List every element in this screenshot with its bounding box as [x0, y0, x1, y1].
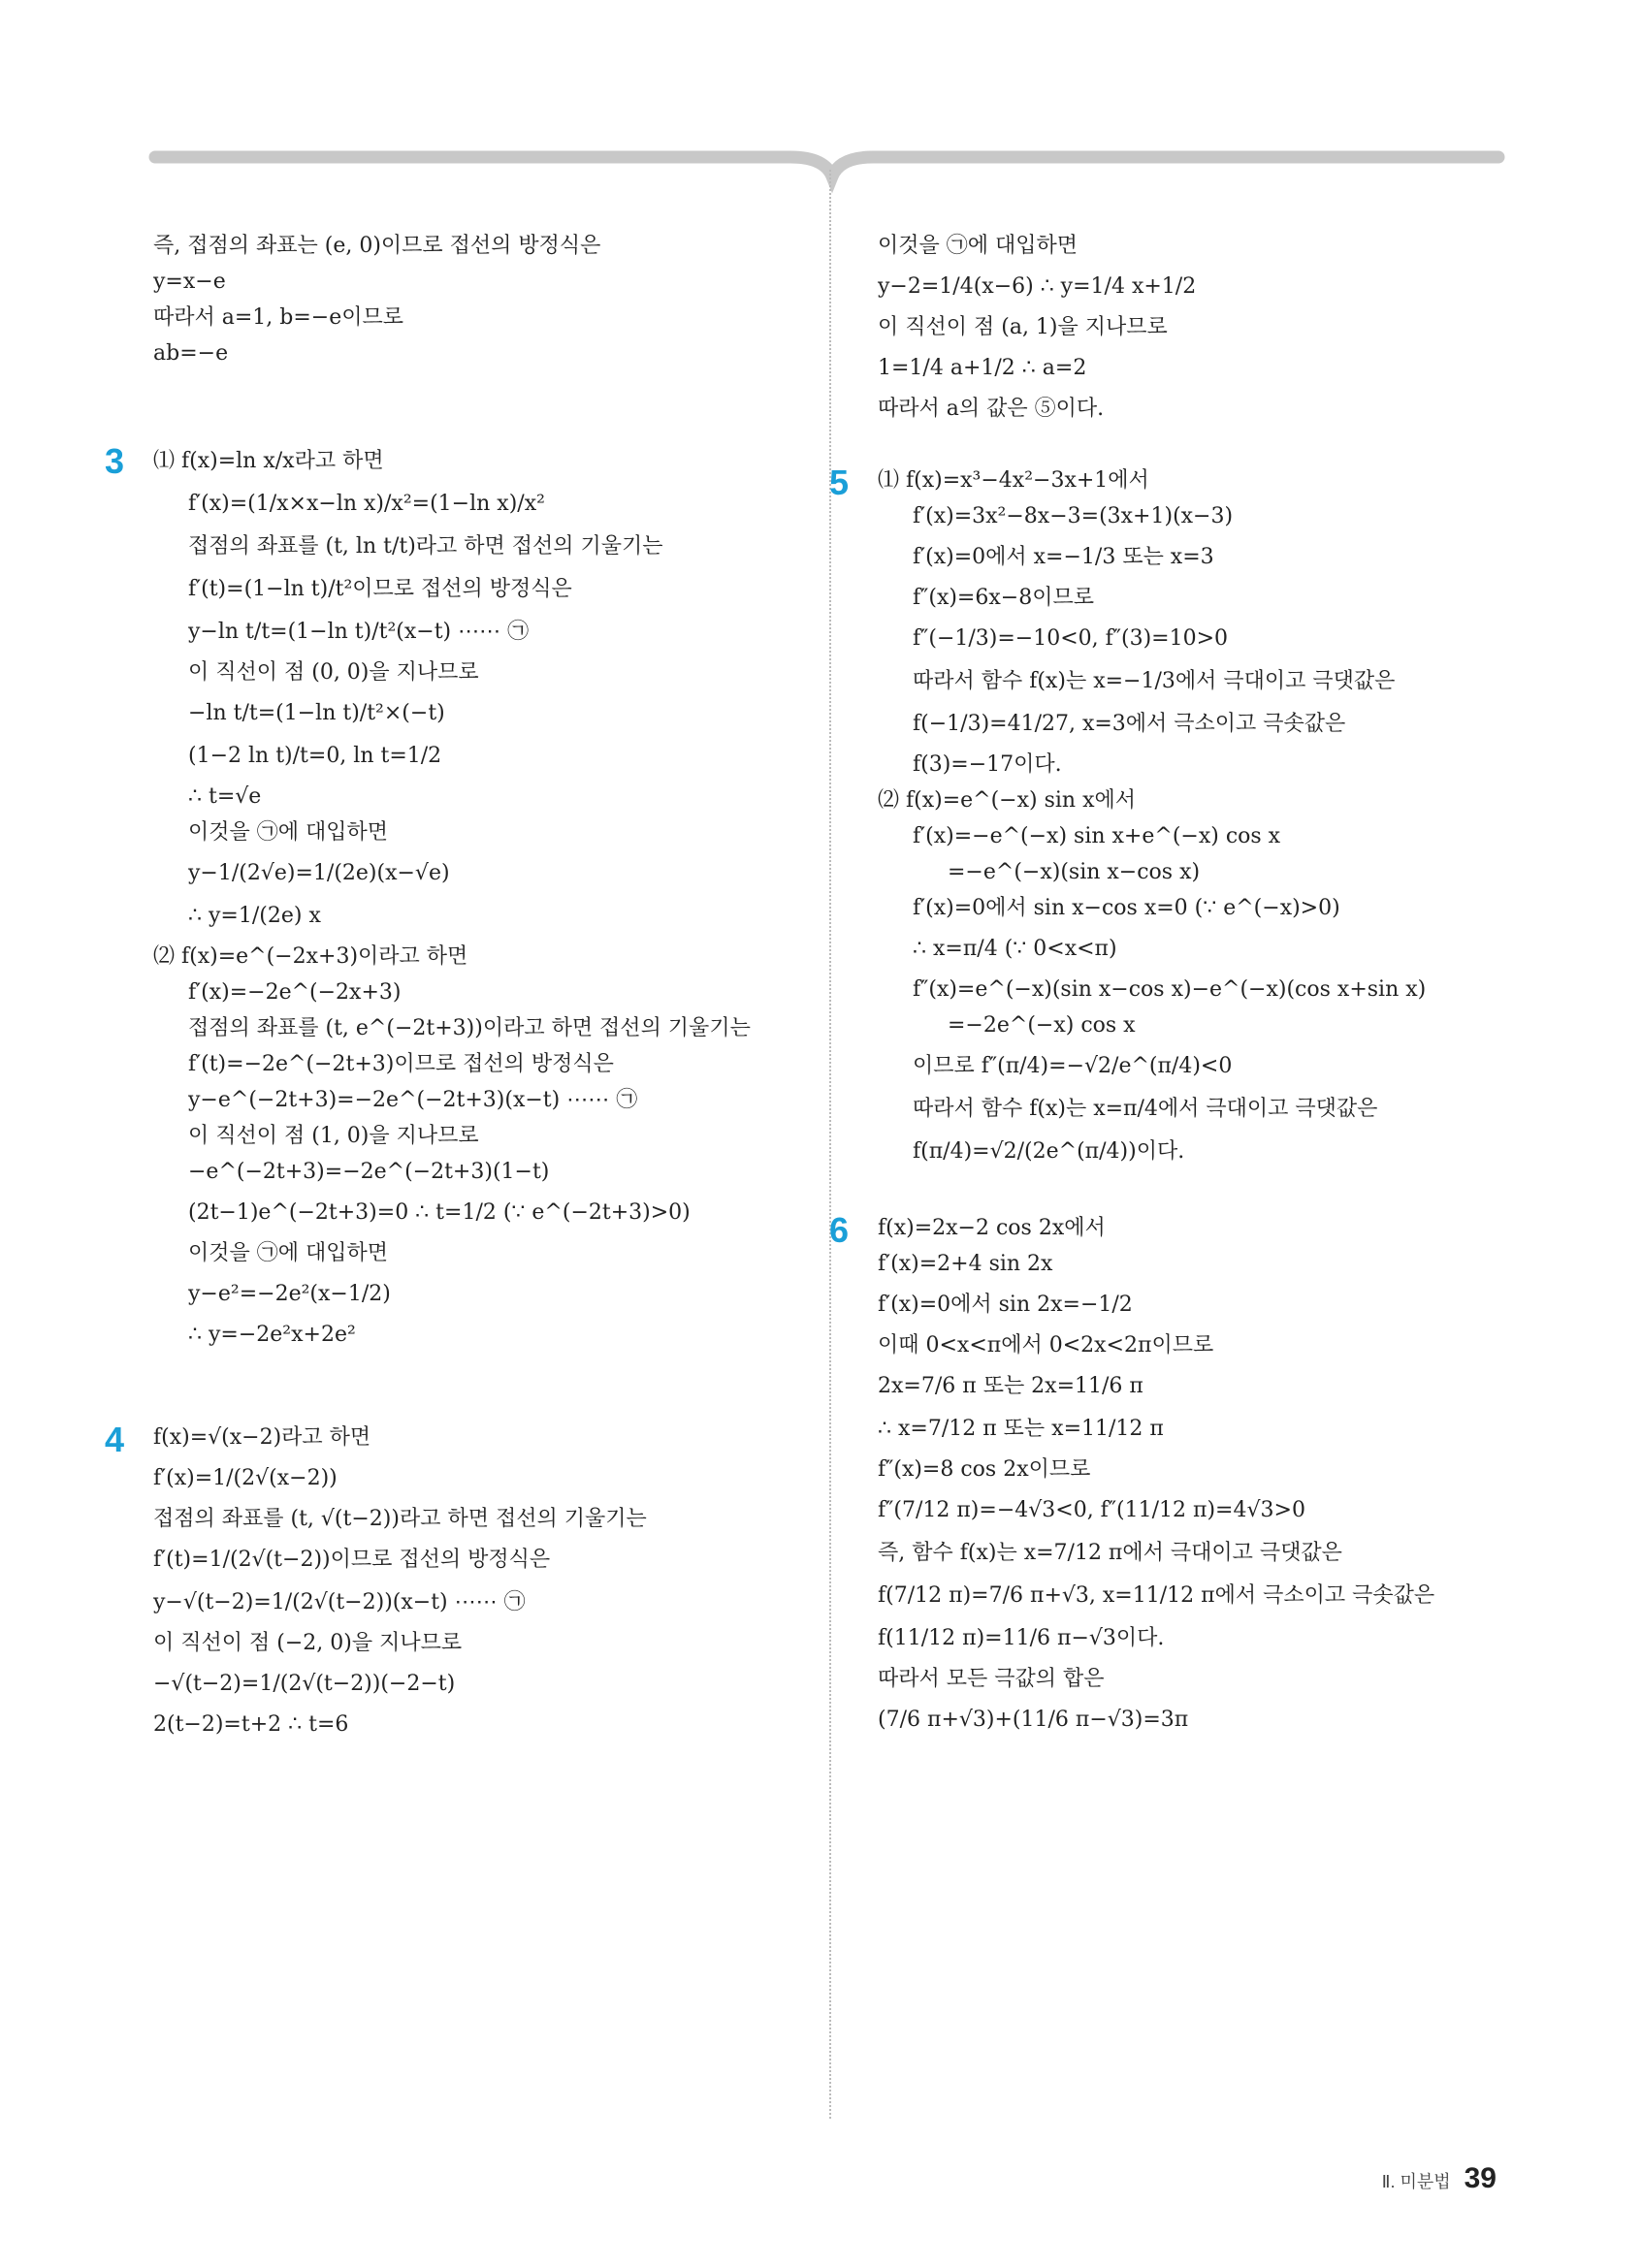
text-line: 이 직선이 점 (1, 0)을 지나므로 [188, 1124, 479, 1148]
text-line: f′(x)=3x²−8x−3=(3x+1)(x−3) [913, 504, 1234, 528]
text-line: f(−1/3)=41/27, x=3에서 극소이고 극솟값은 [913, 712, 1346, 736]
text-line: f′(t)=1/(2√(t−2))이므로 접선의 방정식은 [153, 1548, 551, 1572]
text-line: y=x−e [153, 270, 226, 294]
text-line: 접점의 좌표를 (t, ln t/t)라고 하면 접선의 기울기는 [188, 534, 663, 559]
text-line: −e^(−2t+3)=−2e^(−2t+3)(1−t) [188, 1160, 550, 1184]
problem-3 [105, 441, 793, 1350]
text-line: 즉, 접점의 좌표는 (e, 0)이므로 접선의 방정식은 [153, 234, 601, 258]
text-line: f′(x)=1/(2√(x−2)) [153, 1466, 338, 1490]
text-line: 따라서 함수 f(x)는 x=−1/3에서 극대이고 극댓값은 [913, 669, 1396, 693]
text-line: 1=1/4 a+1/2 ∴ a=2 [878, 356, 1087, 380]
text-line: f″(x)=6x−8이므로 [913, 586, 1094, 610]
problem-number: 5 [829, 463, 850, 502]
text-line: =−e^(−x)(sin x−cos x) [948, 860, 1201, 884]
text-line: f′(x)=(1/x×x−ln x)/x²=(1−ln x)/x² [188, 492, 545, 516]
text-line: f′(x)=−e^(−x) sin x+e^(−x) cos x [913, 824, 1281, 848]
text-line: y−e^(−2t+3)=−2e^(−2t+3)(x−t) ⋯⋯ ㉠ [188, 1088, 638, 1112]
text-line: f″(x)=e^(−x)(sin x−cos x)−e^(−x)(cos x+sin x) [913, 977, 1427, 1002]
text-line: y−1/(2√e)=1/(2e)(x−√e) [188, 861, 450, 885]
problem-number: 4 [105, 1420, 125, 1459]
text-line: ∴ y=−2e²x+2e² [188, 1323, 356, 1347]
text-line: 따라서 함수 f(x)는 x=π/4에서 극대이고 극댓값은 [913, 1097, 1378, 1121]
text-line: 따라서 a=1, b=−e이므로 [153, 305, 404, 330]
header-bar [0, 0, 1642, 194]
text-line: (7/6 π+√3)+(11/6 π−√3)=3π [878, 1708, 1189, 1732]
text-line: f′(x)=−2e^(−2x+3) [188, 980, 402, 1005]
text-line: f″(x)=8 cos 2x이므로 [878, 1457, 1091, 1482]
text-line: −ln t/t=(1−ln t)/t²×(−t) [188, 701, 445, 725]
text-line: 이때 0<x<π에서 0<2x<2π이므로 [878, 1333, 1214, 1358]
text-line: 2x=7/6 π 또는 2x=11/6 π [878, 1374, 1143, 1398]
right-column [829, 225, 1547, 1746]
text-line: 이므로 f″(π/4)=−√2/e^(π/4)<0 [913, 1054, 1233, 1078]
text-line: f′(t)=−2e^(−2t+3)이므로 접선의 방정식은 [188, 1052, 614, 1076]
text-line: f(3)=−17이다. [913, 752, 1062, 777]
right-intro [878, 232, 1547, 424]
text-line: (1−2 ln t)/t=0, ln t=1/2 [188, 744, 442, 768]
problem-number: 3 [105, 441, 125, 481]
chapter-label: Ⅱ. 미분법 [1381, 2172, 1451, 2191]
text-line: f(x)=√(x−2)라고 하면 [153, 1425, 371, 1450]
text-line: f(7/12 π)=7/6 π+√3, x=11/12 π에서 극소이고 극솟값은 [878, 1583, 1435, 1608]
text-line: ab=−e [153, 341, 229, 366]
text-line: ∴ x=π/4 (∵ 0<x<π) [913, 937, 1117, 961]
text-line: 접점의 좌표를 (t, √(t−2))라고 하면 접선의 기울기는 [153, 1507, 647, 1531]
text-line: (2t−1)e^(−2t+3)=0 ∴ t=1/2 (∵ e^(−2t+3)>0) [188, 1200, 691, 1225]
page-footer [1382, 2162, 1497, 2195]
text-line: f′(x)=0에서 sin 2x=−1/2 [878, 1293, 1133, 1317]
page-number: 39 [1464, 2162, 1497, 2194]
text-line: y−ln t/t=(1−ln t)/t²(x−t) ⋯⋯ ㉠ [188, 620, 530, 644]
text-line: f′(t)=(1−ln t)/t²이므로 접선의 방정식은 [188, 577, 572, 601]
text-line: 이 직선이 점 (a, 1)을 지나므로 [878, 315, 1168, 339]
text-line: ⑴ f(x)=x³−4x²−3x+1에서 [878, 468, 1149, 493]
problem-5 [829, 463, 1547, 1168]
left-column [105, 225, 793, 1746]
text-line: ⑵ f(x)=e^(−x) sin x에서 [878, 788, 1136, 813]
text-line: −√(t−2)=1/(2√(t−2))(−2−t) [153, 1672, 456, 1696]
text-line: 즉, 함수 f(x)는 x=7/12 π에서 극대이고 극댓값은 [878, 1541, 1342, 1565]
text-line: f′(x)=0에서 x=−1/3 또는 x=3 [913, 545, 1214, 569]
text-line: y−2=1/4(x−6) ∴ y=1/4 x+1/2 [878, 274, 1197, 299]
text-line: 2(t−2)=t+2 ∴ t=6 [153, 1712, 349, 1737]
text-line: f′(x)=0에서 sin x−cos x=0 (∵ e^(−x)>0) [913, 896, 1340, 920]
left-intro [153, 232, 793, 368]
text-line: =−2e^(−x) cos x [948, 1013, 1136, 1038]
text-line: y−√(t−2)=1/(2√(t−2))(x−t) ⋯⋯ ㉠ [153, 1590, 526, 1614]
text-line: f(x)=2x−2 cos 2x에서 [878, 1216, 1106, 1240]
text-line: f″(−1/3)=−10<0, f″(3)=10>0 [913, 626, 1229, 651]
text-line: 따라서 a의 값은 ⑤이다. [878, 397, 1105, 421]
text-line: 이것을 ㉠에 대입하면 [188, 1241, 389, 1265]
text-line: ∴ y=1/(2e) x [188, 904, 321, 928]
text-line: 이것을 ㉠에 대입하면 [188, 820, 389, 845]
text-line: ⑵ f(x)=e^(−2x+3)이라고 하면 [153, 944, 468, 969]
problem-number: 6 [829, 1210, 850, 1250]
text-line: ∴ t=√e [188, 784, 262, 809]
text-line: y−e²=−2e²(x−1/2) [188, 1282, 391, 1306]
problem-6 [829, 1210, 1547, 1737]
text-line: 이것을 ㉠에 대입하면 [878, 234, 1079, 258]
text-line: f(11/12 π)=11/6 π−√3이다. [878, 1626, 1165, 1650]
text-line: 이 직선이 점 (0, 0)을 지나므로 [188, 660, 479, 685]
text-line: f(π/4)=√2/(2e^(π/4))이다. [913, 1139, 1185, 1164]
text-line: f′(x)=2+4 sin 2x [878, 1252, 1053, 1276]
text-line: ∴ x=7/12 π 또는 x=11/12 π [878, 1417, 1164, 1441]
text-line: 따라서 모든 극값의 합은 [878, 1667, 1105, 1691]
text-line: ⑴ f(x)=ln x/x라고 하면 [153, 449, 384, 473]
text-line: 이 직선이 점 (−2, 0)을 지나므로 [153, 1631, 463, 1655]
text-line: 접점의 좌표를 (t, e^(−2t+3))이라고 하면 접선의 기울기는 [188, 1016, 751, 1040]
problem-4 [105, 1420, 793, 1740]
text-line: f″(7/12 π)=−4√3<0, f″(11/12 π)=4√3>0 [878, 1498, 1305, 1522]
